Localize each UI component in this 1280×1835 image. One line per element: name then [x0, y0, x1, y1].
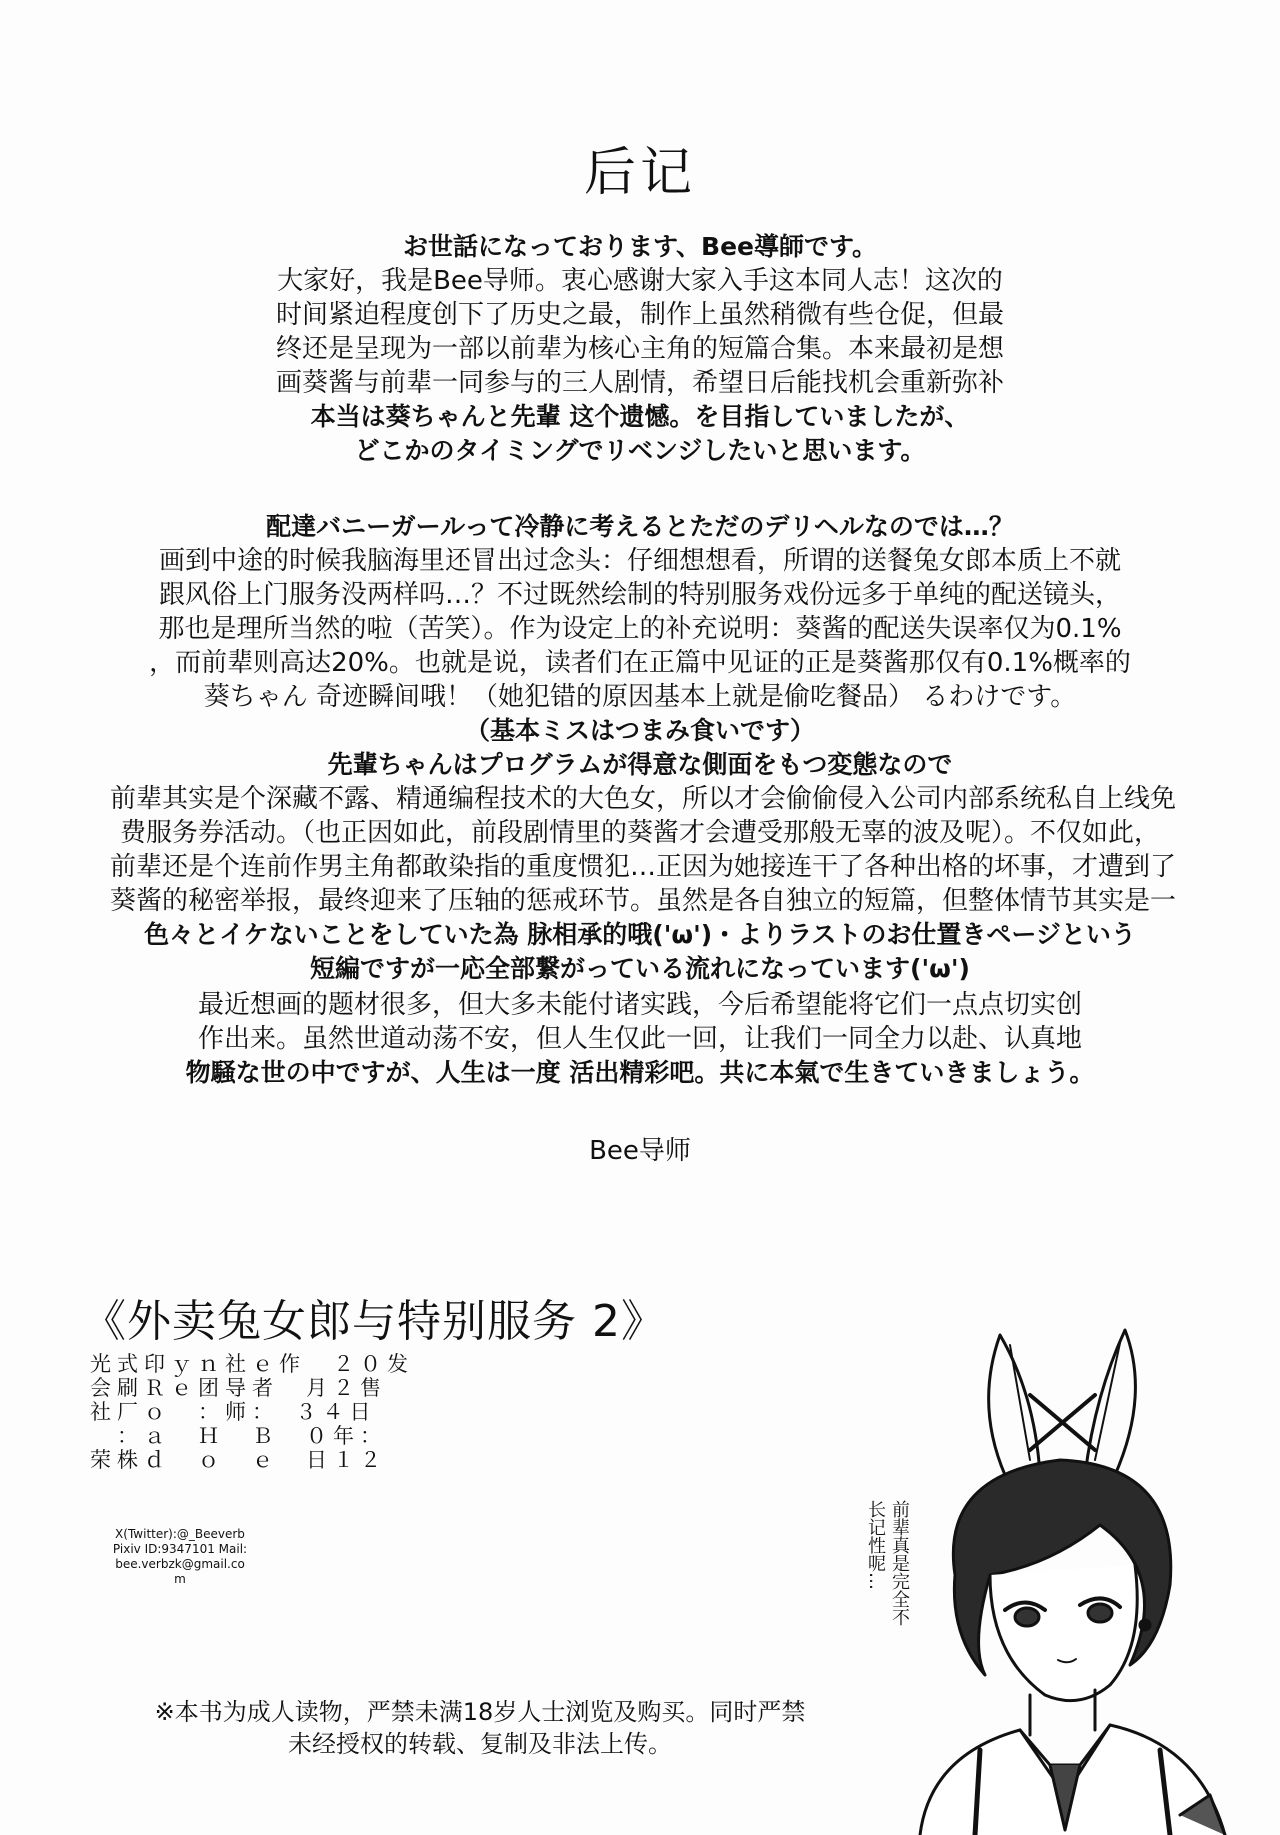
text-line: （基本ミスはつまみ食いです）: [464, 716, 815, 745]
contact-info: X(Twitter):@_Beeverb Pixiv ID:9347101 Mail:bee.verbzk@gmail.com: [112, 1527, 248, 1586]
paragraph-closing: [110, 988, 1170, 1090]
text-line: 本当は葵ちゃんと先輩 这个遗憾。を目指していましたが、: [310, 402, 970, 431]
text-line: 作出来。虽然世道动荡不安，但人生仅此一回，让我们一同全力以赴、认真地: [197, 1024, 1082, 1054]
text-line: ，而前辈则高达20%。也就是说，读者们在正篇中见证的正是葵酱那仅有0.1%概率的: [149, 648, 1131, 678]
text-line: 色々とイケないことをしていた為 脉相承的哦('ω')・よりラストのお仕置きページという: [144, 920, 1136, 949]
colophon: [90, 1352, 414, 1472]
text-line: 画到中途的时候我脑海里还冒出过念头：仔细想想看，所谓的送餐兔女郎本质上不就: [158, 546, 1121, 576]
age-warning: ※本书为成人读物，严禁未满18岁人士浏览及购买。同时严禁未经授权的转载、复制及非法上传。: [154, 1698, 806, 1758]
speech-text: 长记性呢…: [865, 1500, 886, 1590]
text-line: 配達バニーガールって冷静に考えるとただのデリヘルなのでは…？: [266, 512, 1014, 541]
bunny-ear-right: [1085, 1330, 1135, 1475]
text-line: 时间紧迫程度创下了历史之最，制作上虽然稍微有些仓促，但最: [275, 300, 1004, 330]
author-signature: Bee导师: [589, 1136, 691, 1166]
text-line: 大家好，我是Bee导师。衷心感谢大家入手这本同人志！这次的: [277, 266, 1003, 296]
text-line: 那也是理所当然的啦（苦笑）。作为设定上的补充说明：葵酱的配送失误率仅为0.1%: [158, 614, 1122, 644]
text-line: 葵酱的秘密举报，最终迎来了压轴的惩戒环节。虽然是各自独立的短篇，但整体情节其实是一: [110, 886, 1177, 916]
paragraph-intro: [110, 230, 1170, 468]
text-line: 终还是呈现为一部以前辈为核心主角的短篇合集。本来最初是想: [275, 334, 1004, 364]
bunny-ear-left: [989, 1335, 1040, 1475]
page-title: 后记: [583, 143, 696, 203]
colophon-row: ：ａ Ｈ Ｂ ０年：: [90, 1424, 387, 1448]
text-line: 最近想画的题材很多，但大多未能付诸实践，今后希望能将它们一点点切实创: [197, 990, 1082, 1020]
colophon-row: 荣株ｄ ｏ ｅ 日１２: [90, 1448, 387, 1472]
text-line: 先輩ちゃんはプログラムが得意な側面をもつ変態なので: [327, 750, 953, 779]
text-line: 前辈其实是个深藏不露、精通编程技术的大色女，所以才会偷偷侵入公司内部系统私自上线免: [110, 784, 1177, 814]
text-line: 葵ちゃん 奇迹瞬间哦！（她犯错的原因基本上就是偷吃餐品） るわけです。: [203, 682, 1077, 712]
text-line: 画葵酱与前辈一同参与的三人剧情，希望日后能找机会重新弥补: [275, 368, 1004, 398]
colophon-row: 社厂ｏ ：师： ３４日: [90, 1400, 377, 1424]
speech-text: 前辈真是完全不: [889, 1500, 910, 1626]
colophon-row: 光式印ｙｎ社ｅ作 ２０发: [90, 1352, 414, 1376]
text-line: どこかのタイミングでリベンジしたいと思います。: [354, 436, 926, 465]
paragraph-delivery: [110, 510, 1177, 986]
bunny-girl-illustration: [880, 1325, 1280, 1835]
colophon-row: 会刷Ｒｅ团导者 月２售: [90, 1376, 387, 1400]
book-title: 《外卖兔女郎与特别服务 2》: [82, 1296, 666, 1347]
text-line: 费服务券活动。（也正因如此，前段剧情里的葵酱才会遭受那般无辜的波及呢）。不仅如此，: [119, 818, 1160, 848]
text-line: 短編ですが一応全部繋がっている流れになっています('ω'): [310, 954, 970, 983]
text-line: お世話になっております、Bee導師です。: [403, 232, 877, 261]
text-line: 跟风俗上门服务没两样吗…？不过既然绘制的特别服务戏份远多于单纯的配送镜头，: [158, 580, 1121, 610]
text-line: 物騒な世の中ですが、人生は一度 活出精彩吧。共に本氣で生きていきましょう。: [185, 1058, 1095, 1087]
text-line: 前辈还是个连前作男主角都敢染指的重度惯犯…正因为她接连干了各种出格的坏事，才遭到了: [110, 852, 1177, 882]
